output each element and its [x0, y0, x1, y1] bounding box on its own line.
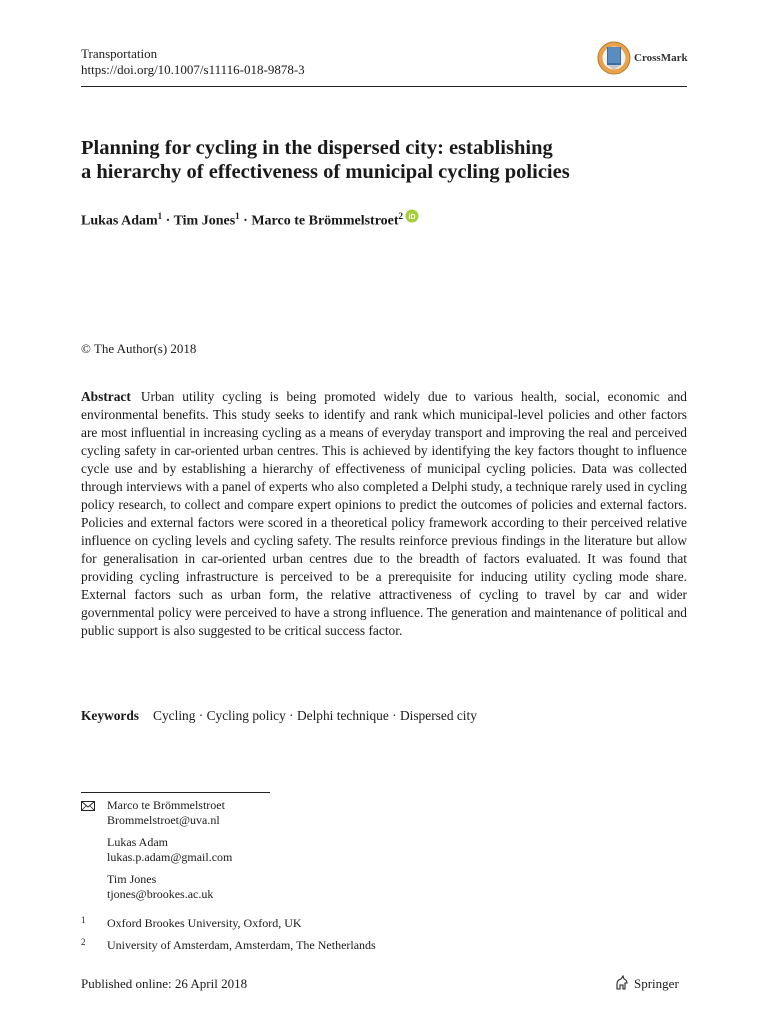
copyright-notice: © The Author(s) 2018 [81, 341, 197, 356]
contact-name: Lukas Adam [107, 835, 168, 849]
author-affiliation-mark: 1 [235, 211, 240, 221]
contact-email[interactable]: lukas.p.adam@gmail.com [107, 849, 233, 864]
title-line-1: Planning for cycling in the dispersed city: establishing [81, 137, 553, 159]
author-name[interactable]: Lukas Adam [81, 213, 158, 229]
springer-horse-icon [614, 975, 630, 991]
contact-entry [107, 872, 407, 901]
footnote-rule [81, 792, 270, 793]
abstract-text: Urban utility cycling is being promoted widely due to various health, social, economic and environmental benefits. This study seeks to identify and rank which municipal-level policies and other factors are most influential in increasing cycling as a means of everyday transport and improving the real and perceived cycling safety in car-oriented urban centres. This is achieved by identifying the key factors thought to influence cycle use and by establishing a hierarchy of effectiveness of municipal cycling policies. Data was collected through interviews with a panel of experts who also completed a Delphi study, a technique rarely used in cycling policy research, to collect and compare expert opinions to predict the outcomes of policies and external factors. Policies and external factors were scored in a theoretical policy framework according to their perceived relative influence on cycling levels and cycling safety. The results reinforce previous findings in the literature but allow for generalisation in car-oriented urban centres due to the breadth of factors evaluated. It was found that providing cycling infrastructure is perceived to be a prerequisite for inducing utility cycling mode share. External factors such as urban form, the relative attractiveness of cycling to travel by car and wider governmental policy were perceived to have a strong influence. The generation and maintenance of political and public support is also suggested to be critical success factor. [81, 389, 687, 638]
published-date: Published online: 26 April 2018 [81, 976, 248, 991]
author-list [81, 206, 419, 232]
contact-name: Tim Jones [107, 872, 157, 886]
crossmark-badge[interactable] [597, 40, 692, 78]
contact-entry [107, 798, 407, 827]
author-name[interactable]: Marco te Brömmelstroet [251, 213, 399, 229]
affiliation-text: University of Amsterdam, Amsterdam, The Netherlands [107, 938, 376, 952]
publisher-logo[interactable] [614, 975, 694, 993]
author-affiliation-mark: 1 [157, 211, 163, 221]
abstract [81, 388, 687, 640]
header-rule [81, 86, 687, 87]
svg-text:iD: iD [408, 214, 416, 222]
author-separator: · [162, 213, 174, 229]
affiliation-entry [81, 938, 481, 952]
keywords [81, 707, 477, 725]
article-title [81, 136, 691, 184]
author-name[interactable]: Tim Jones [173, 213, 236, 229]
affiliation-number: 1 [81, 915, 86, 925]
affiliation-entry [81, 916, 481, 930]
abstract-label: Abstract [81, 389, 131, 404]
contact-email[interactable]: Brommelstroet@uva.nl [107, 812, 220, 827]
affiliation-number: 2 [81, 937, 86, 947]
title-line-2: a hierarchy of effectiveness of municipal cycling policies [81, 161, 570, 183]
contact-name: Marco te Brömmelstroet [107, 798, 225, 812]
correspondence-block [81, 798, 421, 908]
contact-email[interactable]: tjones@brookes.ac.uk [107, 886, 214, 901]
crossmark-icon [597, 40, 631, 76]
keywords-list: Cycling · Cycling policy · Delphi technique · Dispersed city [153, 708, 477, 723]
journal-name: Transportation [81, 46, 158, 61]
crossmark-label: CrossMark [634, 52, 688, 64]
author-separator: · [239, 213, 252, 229]
publisher-name: Springer [634, 976, 679, 991]
keywords-label: Keywords [81, 708, 140, 723]
contact-entry [107, 835, 407, 864]
orcid-icon[interactable] [405, 209, 419, 230]
doi-link[interactable]: https://doi.org/10.1007/s11116-018-9878-3 [81, 62, 305, 77]
envelope-icon [81, 801, 95, 811]
affiliation-text: Oxford Brookes University, Oxford, UK [107, 916, 302, 930]
author-affiliation-mark: 2 [398, 211, 404, 221]
